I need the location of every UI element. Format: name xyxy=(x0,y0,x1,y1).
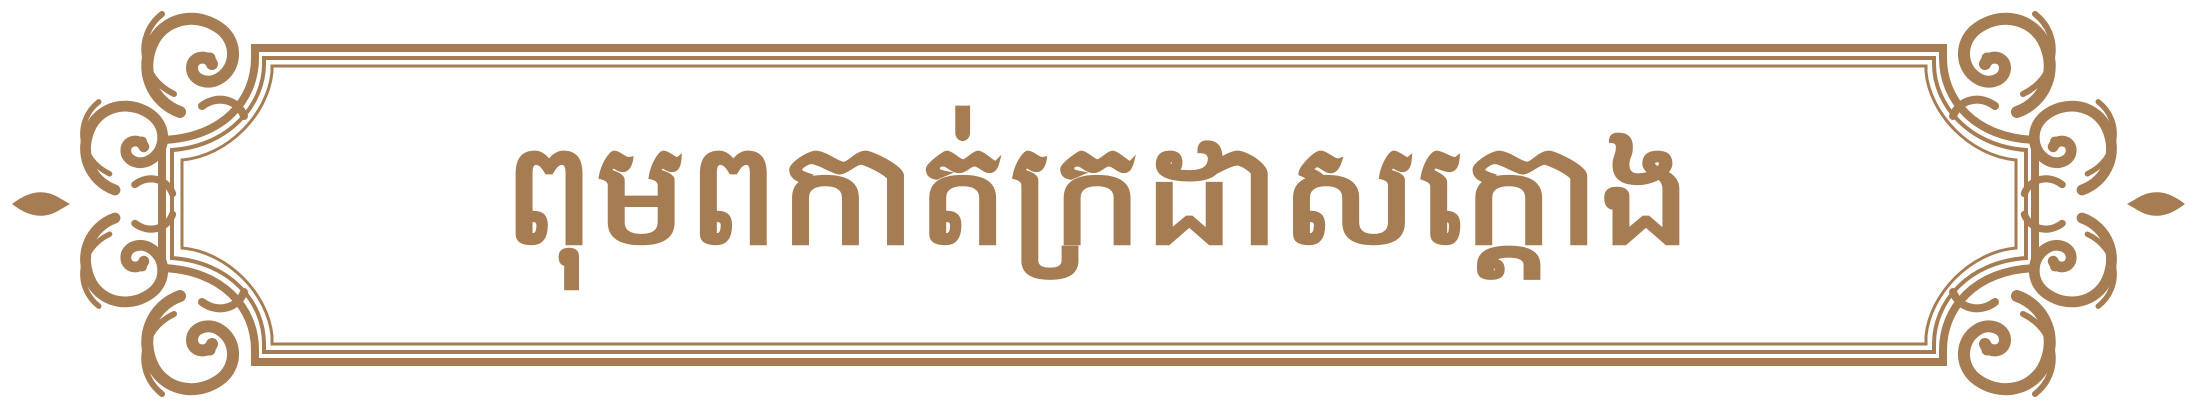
title-area xyxy=(330,70,1867,320)
left-point-icon xyxy=(12,192,70,216)
scroll-flourish-icon xyxy=(2024,102,2114,194)
scroll-flourish-icon xyxy=(83,102,173,194)
banner-title: ពុមពកាត់ក្រដាសក្តោង xyxy=(503,111,1693,277)
scroll-flourish-icon xyxy=(144,14,244,116)
scroll-flourish-icon xyxy=(1953,14,2053,116)
scroll-flourish-icon xyxy=(144,292,244,394)
scroll-flourish-icon xyxy=(1953,292,2053,394)
scroll-flourish-icon xyxy=(2024,214,2114,306)
right-point-icon xyxy=(2127,192,2185,216)
scroll-flourish-icon xyxy=(83,214,173,306)
